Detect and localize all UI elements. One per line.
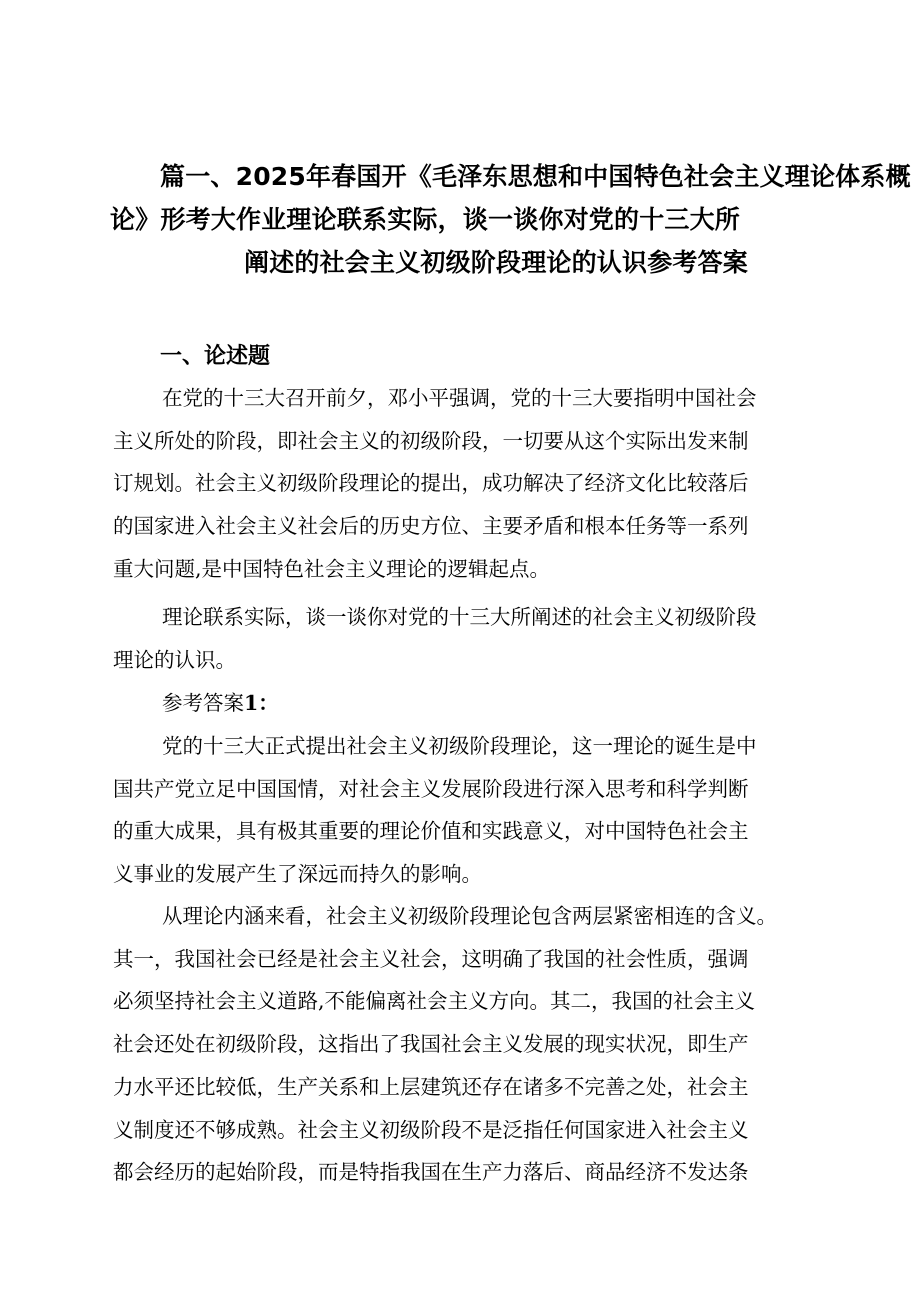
section-heading: 一、论述题 bbox=[160, 344, 271, 369]
answer-paragraph-2 bbox=[113, 895, 833, 1194]
text-line: 党的十三大正式提出社会主义初级阶段理论，这一理论的诞生是中 bbox=[162, 734, 757, 758]
text-line: 重大问题,是中国特色社会主义理论的逻辑起点。 bbox=[113, 556, 551, 581]
document-title bbox=[110, 155, 911, 284]
text-line: 必须坚持社会主义道路,不能偏离社会主义方向。其二，我国的社会主义 bbox=[113, 989, 756, 1014]
text-line: 在党的十三大召开前夕，邓小平强调，党的十三大要指明中国社会 bbox=[162, 386, 757, 410]
text-line: 都会经历的起始阶段，而是特指我国在生产力落后、商品经济不发达条 bbox=[113, 1160, 749, 1185]
question-paragraph-1 bbox=[113, 377, 833, 591]
text-line: 其一，我国社会已经是社会主义社会，这明确了我国的社会性质，强调 bbox=[113, 946, 749, 971]
answer-label bbox=[162, 686, 279, 720]
text-line: 义事业的发展产生了深远而持久的影响。 bbox=[113, 862, 482, 887]
answer-paragraph-1 bbox=[113, 725, 833, 896]
text-line: 理论的认识。 bbox=[113, 647, 236, 672]
text-line: 主义所处的阶段，即社会主义的初级阶段，一切要从这个实际出发来制 bbox=[113, 428, 749, 453]
title-line: 论》形考大作业理论联系实际，谈一谈你对党的十三大所 bbox=[110, 205, 741, 234]
question-paragraph-2 bbox=[113, 596, 833, 681]
title-line: 篇一、2025年春国开《毛泽东思想和中国特色社会主义理论体系概 bbox=[160, 162, 911, 191]
text-line: 的国家进入社会主义社会后的历史方位、主要矛盾和根本任务等一系列 bbox=[113, 514, 749, 539]
text-line: 从理论内涵来看，社会主义初级阶段理论包含两层紧密相连的含义。 bbox=[162, 904, 777, 928]
text-line: 社会还处在初级阶段，这指出了我国社会主义发展的现实状况，即生产 bbox=[113, 1032, 749, 1057]
text-line: 国共产党立足中国国情，对社会主义发展阶段进行深入思考和科学判断 bbox=[113, 776, 749, 801]
answer-label-number: 1： bbox=[244, 691, 279, 715]
title-line: 阐述的社会主义初级阶段理论的认识参考答案 bbox=[244, 248, 749, 277]
answer-label-text: 参考答案 bbox=[162, 691, 244, 715]
text-line: 理论联系实际，谈一谈你对党的十三大所阐述的社会主义初级阶段 bbox=[162, 605, 757, 629]
text-line: 力水平还比较低，生产关系和上层建筑还存在诸多不完善之处，社会主 bbox=[113, 1074, 749, 1099]
text-line: 的重大成果，具有极其重要的理论价值和实践意义，对中国特色社会主 bbox=[113, 819, 749, 844]
text-line: 义制度还不够成熟。社会主义初级阶段不是泛指任何国家进入社会主义 bbox=[113, 1117, 749, 1142]
text-line: 订规划。社会主义初级阶段理论的提出，成功解决了经济文化比较落后 bbox=[113, 471, 749, 496]
